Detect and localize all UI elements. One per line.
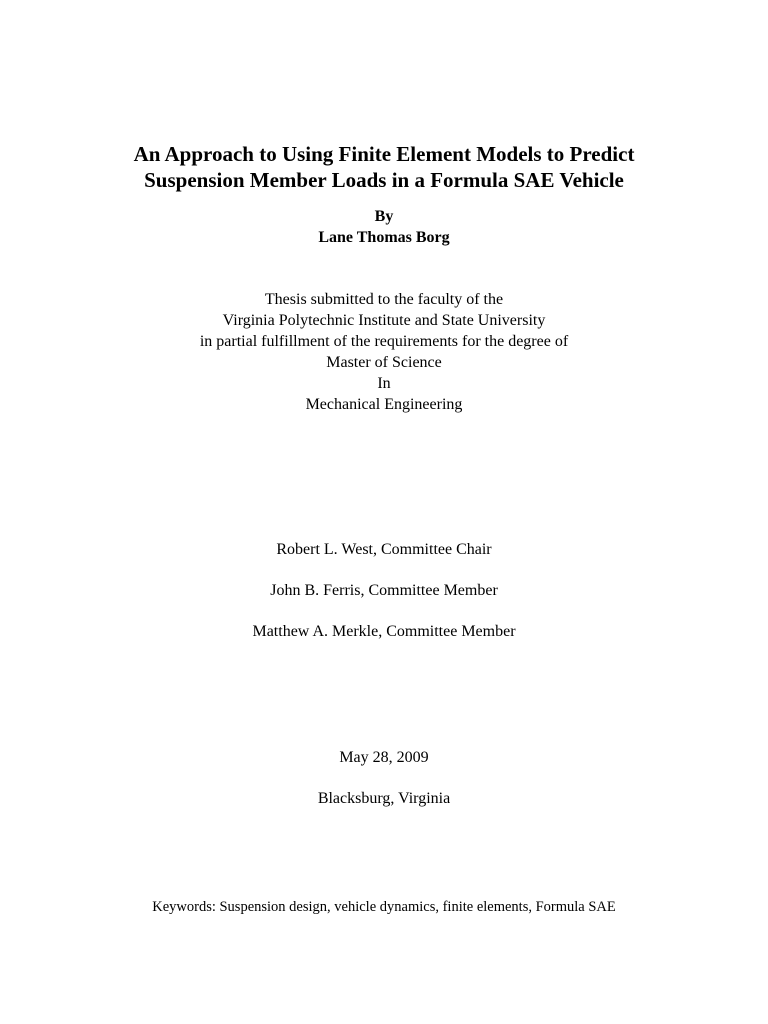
by-label: By [374, 208, 394, 225]
submission-line-2: Virginia Polytechnic Institute and State University [222, 312, 546, 329]
department-name: Mechanical Engineering [305, 396, 463, 413]
title-line-1: An Approach to Using Finite Element Models to Predict [133, 142, 635, 166]
submission-location: Blacksburg, Virginia [317, 790, 451, 807]
committee-member-2: Matthew A. Merkle, Committee Member [252, 623, 516, 640]
title-line-2: Suspension Member Loads in a Formula SAE Vehicle [144, 168, 624, 192]
committee-chair: Robert L. West, Committee Chair [276, 541, 492, 558]
committee-member-1: John B. Ferris, Committee Member [270, 582, 498, 599]
author-name: Lane Thomas Borg [318, 229, 450, 246]
submission-line-3: in partial fulfillment of the requirements for the degree of [199, 333, 569, 350]
keywords: Keywords: Suspension design, vehicle dynamics, finite elements, Formula SAE [152, 899, 616, 915]
submission-date: May 28, 2009 [339, 749, 429, 766]
degree-in: In [377, 375, 391, 392]
degree-name: Master of Science [326, 354, 442, 371]
submission-line-1: Thesis submitted to the faculty of the [264, 291, 504, 308]
